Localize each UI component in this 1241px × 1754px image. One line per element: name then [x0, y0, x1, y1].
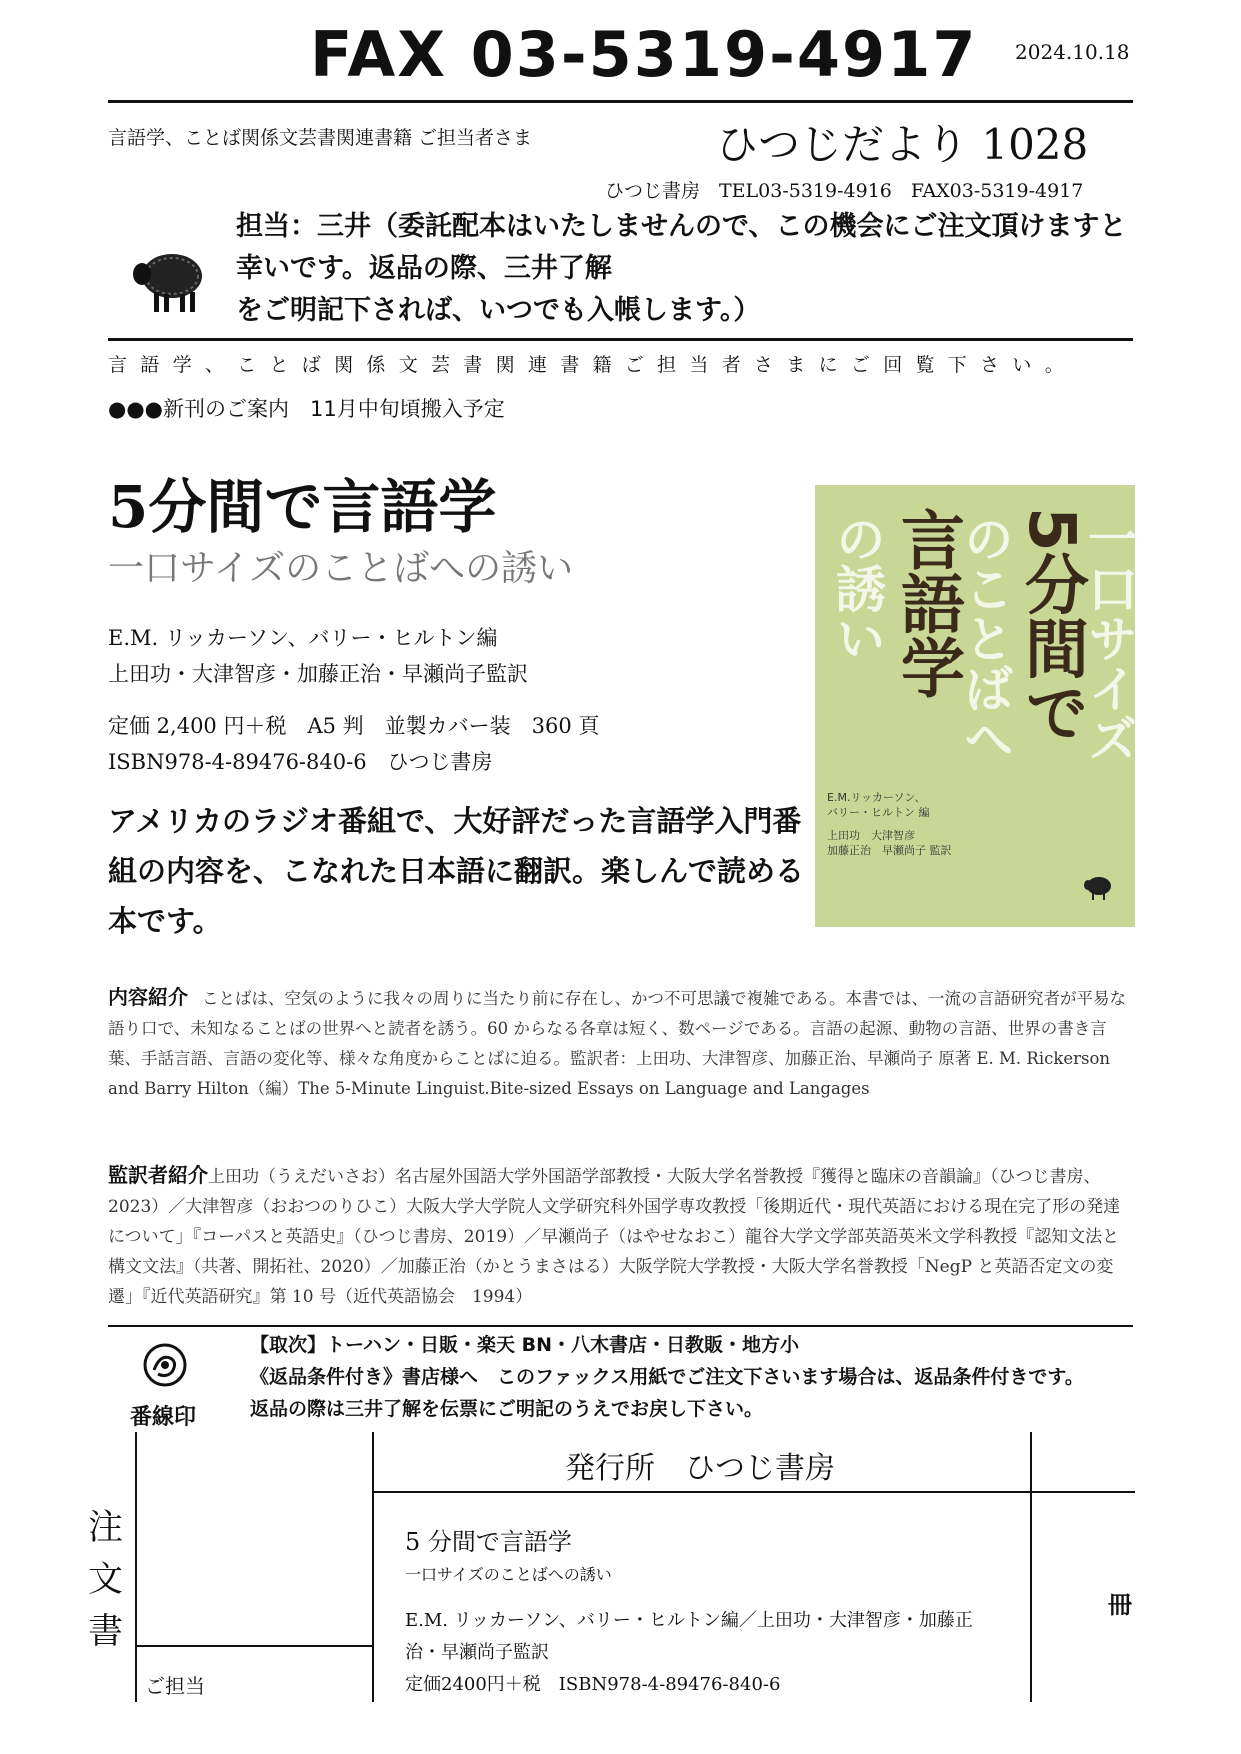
tanto-note: [236, 206, 1136, 332]
content-intro: [108, 982, 1133, 1104]
cover-credit: バリー・ヒルトン 編: [827, 806, 930, 819]
distribution-info: [250, 1329, 1084, 1425]
divider: [108, 1325, 1133, 1327]
form-border: [1030, 1432, 1032, 1702]
quantity-unit: 冊: [1108, 1590, 1132, 1619]
book-editors: [108, 620, 528, 692]
date: 2024.10.18: [1015, 40, 1130, 64]
seal-label: 番線印: [130, 1405, 197, 1430]
cover-text: の誘い: [828, 513, 886, 663]
content-label: 内容紹介: [108, 985, 188, 1009]
form-border: [135, 1645, 372, 1647]
cover-credit: 加藤正治 早瀬尚子 監訳: [827, 844, 952, 857]
book-title: 5分間で言語学: [108, 473, 497, 541]
divider: [108, 100, 1133, 103]
issuer: 発行所 ひつじ書房: [565, 1451, 835, 1486]
book-cover: [815, 485, 1138, 927]
order-book-subtitle: 一口サイズのことばへの誘い: [405, 1565, 612, 1584]
sheep-icon: [130, 240, 210, 320]
stamp-icon: [140, 1340, 190, 1390]
book-price-info: [108, 708, 599, 780]
circulation-notice: 言語学、ことば関係文芸書関連書籍ご担当者さまにご回覧下さい。: [108, 354, 1078, 376]
order-editors: E.M. リッカーソン、バリー・ヒルトン編／上田功・大津智彦・加藤正治・早瀬尚子監訳: [405, 1610, 973, 1663]
isbn-line: ISBN978-4-89476-840-6 ひつじ書房: [108, 750, 493, 774]
translators-line: 上田功・大津智彦・加藤正治・早瀬尚子監訳: [108, 662, 528, 686]
cover-text: のことばへ: [956, 513, 1014, 763]
fax-number: FAX 03-5319-4917: [310, 18, 978, 91]
content-text: ことばは、空気のように我々の周りに当たり前に存在し、かつ不可思議で複雑である。本書では、一流の言語研究者が平易な語り口で、未知なることばの世界へと読者を誘う。60 からなる各章は短く、数ページである。言語の起源、動物の言語、世界の書き言葉、手話言語、言語の変化等、様々な角度からことばに迫る。監訳者：上田功、大津智彦、加藤正治、早瀬尚子 原著 E. M. Rickerson and Barry Hilton（編）The 5-Minute Linguist.Bite-sized Essays on Language and Langages: [108, 989, 1126, 1098]
contact-line: ひつじ書房 TEL03-5319-4916 FAX03-5319-4917: [605, 180, 1084, 202]
return-instruction-line: 返品の際は三井了解を伝票にご明記のうえでお戻し下さい。: [250, 1398, 764, 1420]
tanto-label: 担当：三井: [236, 211, 371, 242]
newsletter-title: ひつじだより 1028: [716, 120, 1089, 169]
divider: [108, 338, 1133, 341]
supervisors-intro: [108, 1160, 1133, 1312]
cover-credits: [827, 790, 952, 858]
cover-title: 言語学: [890, 507, 964, 699]
order-book-title: 5 分間で言語学: [405, 1528, 572, 1556]
book-lead: アメリカのラジオ番組で、大好評だった言語学入門番組の内容を、こなれた日本語に翻訳。楽しんで読める本です。: [108, 804, 805, 938]
tanto-text: （委託配本はいたしませんので、この機会にご注文頂けますと幸いです。返品の際、: [236, 211, 1127, 284]
cover-text: 一口サイズ: [1080, 513, 1138, 763]
form-border: [135, 1432, 137, 1702]
price-line: 定価 2,400 円＋税 A5 判 並製カバー装 360 頁: [108, 714, 600, 738]
tanto-highlight: 三井了解: [503, 253, 612, 284]
book-subtitle: 一口サイズのことばへの誘い: [108, 548, 574, 589]
cover-credit: E.M.リッカーソン、: [827, 791, 926, 804]
new-release-announcement: ●●●新刊のご案内 11月中旬頃搬入予定: [108, 397, 505, 421]
person-in-charge-label: ご担当: [145, 1674, 205, 1698]
tanto-text-end: をご明記下されば、いつでも入帳します。）: [236, 295, 761, 326]
form-border: [372, 1491, 1135, 1493]
supervisors-text: 上田功（うえだいさお）名古屋外国語大学外国語学部教授・大阪大学名誉教授『獲得と臨床の音韻論』（ひつじ書房、2023）／大津智彦（おおつのりひこ）大阪大学大学院人文学研究科外国学専攻教授「後期近代・現代英語における現在完了形の発達について」『コーパスと英語史』（ひつじ書房、2019）／早瀬尚子（はやせなおこ）龍谷大学文学部英語英米文学科教授『認知文法と構文文法』（共著、開拓社、2020）／加藤正治（かとうまさはる）大阪学院大学教授・大阪大学名誉教授「NegP と英語否定文の変遷」『近代英語研究』第 10 号（近代英語協会 1994）: [108, 1167, 1121, 1307]
addressee: 言語学、ことば関係文芸書関連書籍 ご担当者さま: [108, 127, 533, 149]
cover-credit: 上田功 大津智彦: [827, 829, 915, 842]
return-condition-line: 《返品条件付き》書店様へ このファックス用紙でご注文下さいます場合は、返品条件付きです。: [250, 1366, 1084, 1388]
order-price: 定価2400円＋税 ISBN978-4-89476-840-6: [405, 1674, 781, 1695]
form-border: [372, 1432, 374, 1702]
supervisors-label: 監訳者紹介: [108, 1163, 208, 1187]
order-form-title: 注文書: [88, 1508, 124, 1652]
editors-line: E.M. リッカーソン、バリー・ヒルトン編: [108, 626, 498, 650]
cover-title: 5分間で: [1014, 507, 1088, 744]
distributors-line: 【取次】トーハン・日販・楽天 BN・八木書店・日教販・地方小: [250, 1334, 800, 1356]
sheep-logo-icon: [1083, 875, 1113, 901]
